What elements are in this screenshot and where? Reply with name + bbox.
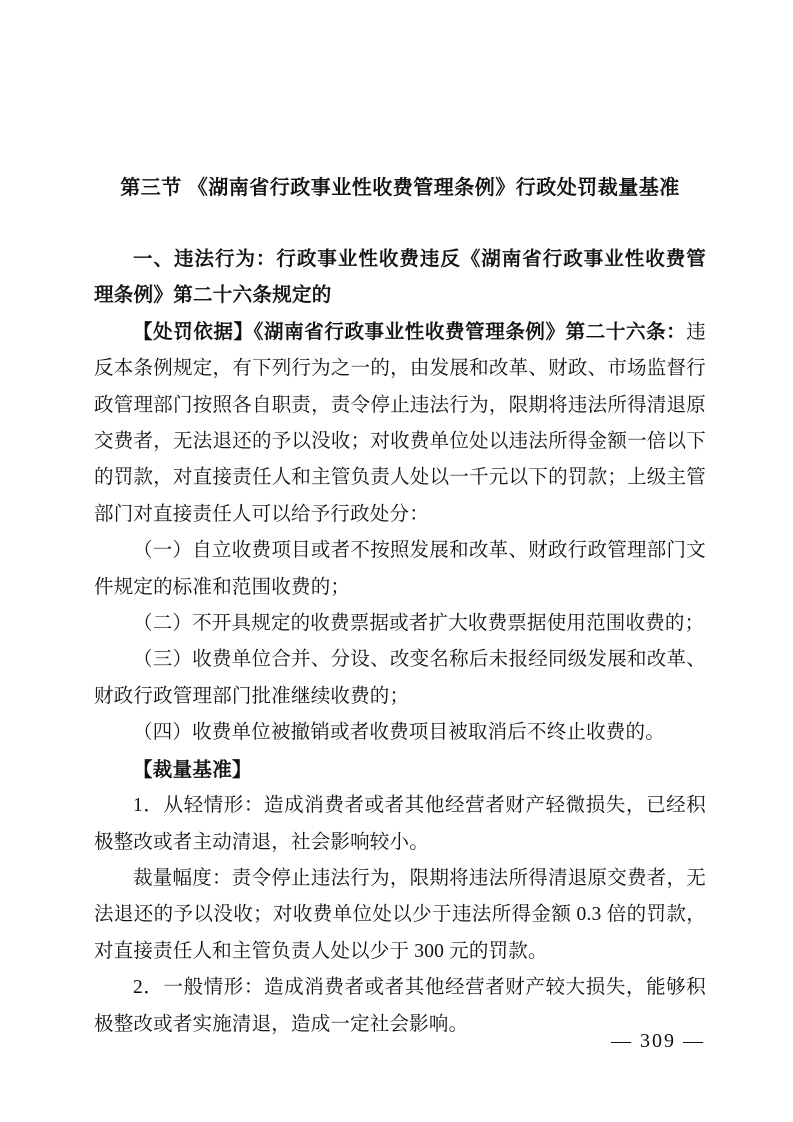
page-number: — 309 — <box>611 1030 705 1052</box>
penalty-basis-text: 违反本条例规定，有下列行为之一的，由发展和改革、财政、市场监督行政管理部门按照各自职责，责令停止违法行为，限期将违法所得清退原交费者，无法退还的予以没收；对收费单位处以违法所得金额一倍以下的罚款，对直接责任人和主管负责人处以一千元以下的罚款；上级主管部门对直接责任人可以给予行政处分： <box>94 321 706 525</box>
list-item-3: （三）收费单位合并、分设、改变名称后未报经同级发展和改革、财政行政管理部门批准继续收费的； <box>94 649 706 707</box>
violation-heading: 一、违法行为：行政事业性收费违反《湖南省行政事业性收费管理条例》第二十六条规定的 <box>94 248 706 307</box>
section-title: 第三节 《湖南省行政事业性收费管理条例》行政处罚裁量基准 <box>120 177 680 199</box>
document-body <box>94 170 706 1043</box>
discretion-paragraph-general: 2．一般情形：造成消费者或者其他经营者财产较大损失，能够积极整改或者实施清退，造成一定社会影响。 <box>94 977 706 1035</box>
discretion-paragraph-light: 1．从轻情形：造成消费者或者其他经营者财产轻微损失，已经积极整改或者主动清退，社会影响较小。 <box>94 795 706 853</box>
penalty-basis-label: 【处罚依据】《湖南省行政事业性收费管理条例》第二十六条： <box>133 320 687 343</box>
discretion-heading: 【裁量基准】 <box>133 758 252 781</box>
penalty-basis-paragraph <box>94 314 706 533</box>
list-item-2: （二）不开具规定的收费票据或者扩大收费票据使用范围收费的； <box>133 613 705 635</box>
discretion-paragraph-range: 裁量幅度：责令停止违法行为，限期将违法所得清退原交费者，无法退还的予以没收；对收费单位处以少于违法所得金额 0.3 倍的罚款，对直接责任人和主管负责人处以少于 300 元的罚款。 <box>94 867 706 962</box>
list-item-1: （一）自立收费项目或者不按照发展和改革、财政行政管理部门文件规定的标准和范围收费的； <box>94 540 706 598</box>
list-item-4: （四）收费单位被撤销或者收费项目被取消后不终止收费的。 <box>133 722 665 744</box>
